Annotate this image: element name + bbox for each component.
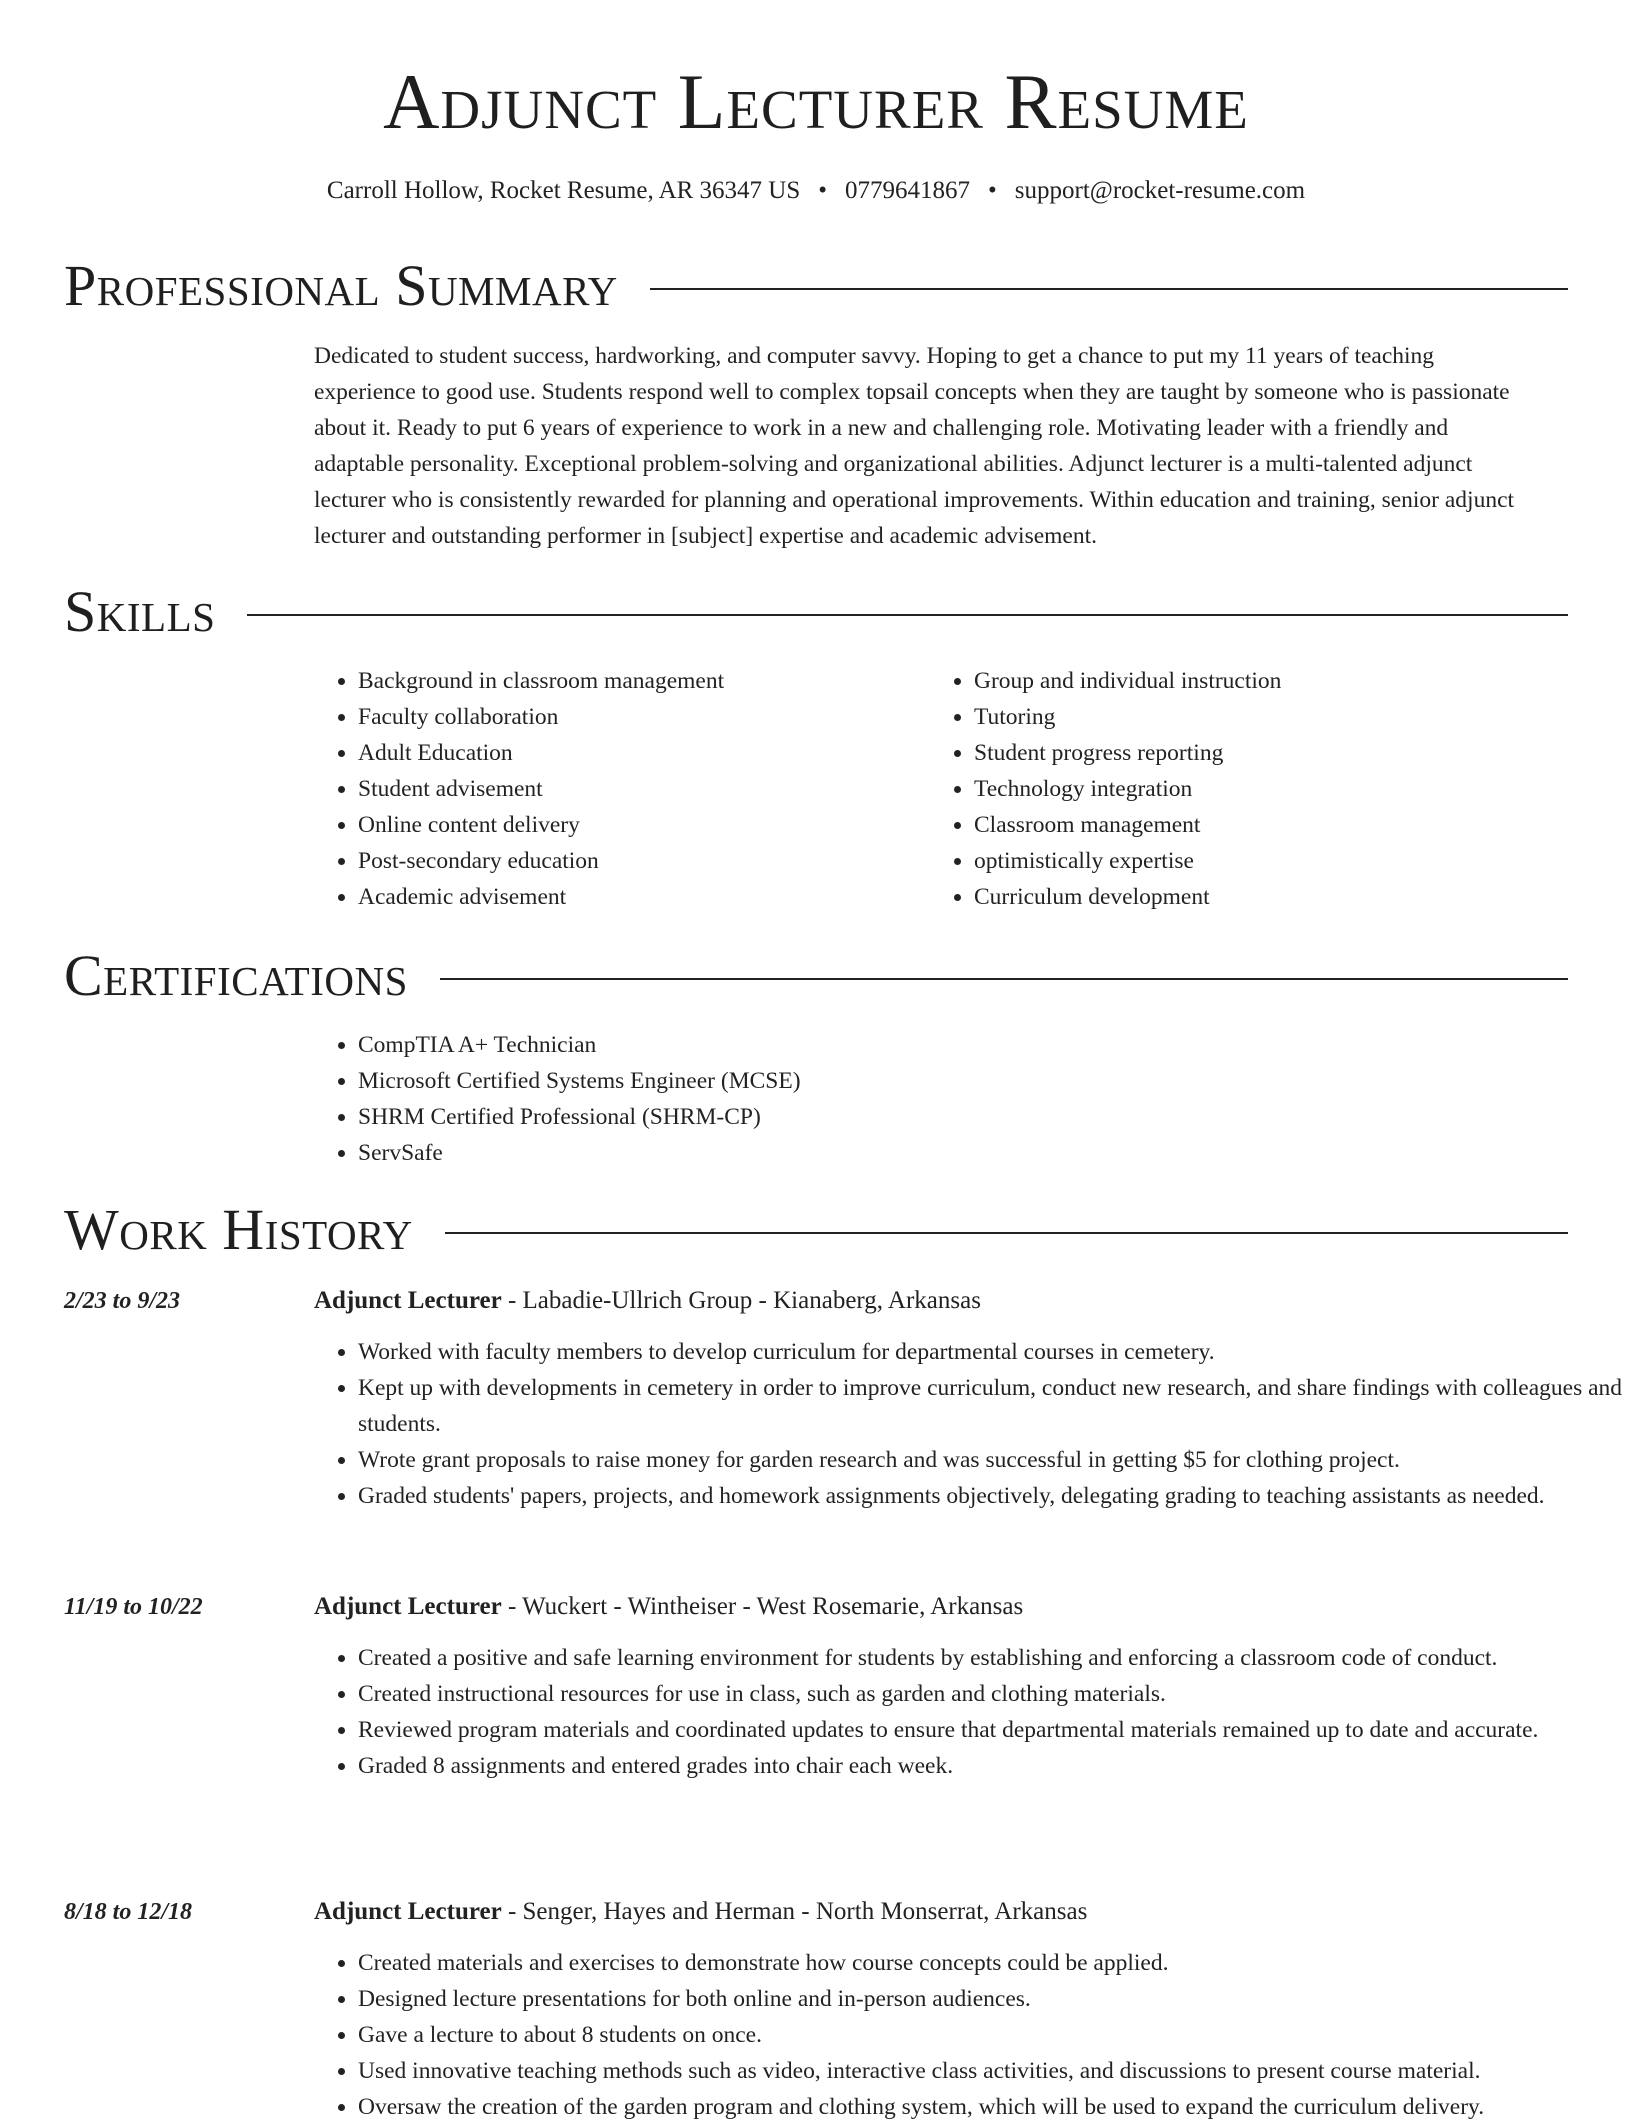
job-bullet: • Kept up with developments in cemetery in order to improve curriculum, conduct new research, and share findings with colleagues and students. bbox=[358, 1370, 1632, 1442]
job-bullet: • Reviewed program materials and coordinated updates to ensure that departmental materials remained up to date and accurate. bbox=[358, 1712, 1632, 1748]
job-bullet: • Created instructional resources for use in class, such as garden and clothing materials. bbox=[358, 1676, 1632, 1712]
skill-item: • Student advisement bbox=[358, 771, 914, 807]
skill-item: • Faculty collaboration bbox=[358, 699, 914, 735]
certification-item: • Microsoft Certified Systems Engineer (MCSE) bbox=[358, 1063, 1214, 1099]
skill-item: • Adult Education bbox=[358, 735, 914, 771]
skills-heading: Skills bbox=[64, 579, 216, 644]
section-divider bbox=[440, 978, 1568, 980]
job-date: 2/23 to 9/23 bbox=[64, 1288, 181, 1314]
contact-phone: 0779641867 bbox=[845, 177, 971, 204]
skill-item: • Tutoring bbox=[974, 699, 1530, 735]
job-bullet: • Graded students' papers, projects, and homework assignments objectively, delegating grading to teaching assistants as needed. bbox=[358, 1478, 1632, 1514]
skill-item: • Background in classroom management bbox=[358, 663, 914, 699]
section-divider bbox=[445, 1232, 1568, 1234]
certifications-heading: Certifications bbox=[64, 943, 408, 1008]
job-employer: - Wuckert - Wintheiser - West Rosemarie, Arkansas bbox=[501, 1593, 1024, 1620]
skill-item: • Technology integration bbox=[974, 771, 1530, 807]
job-employer: - Labadie-Ullrich Group - Kianaberg, Arkansas bbox=[501, 1287, 981, 1314]
summary-section-header bbox=[64, 254, 1568, 318]
job-date: 8/18 to 12/18 bbox=[64, 1899, 193, 1925]
job-bullet: • Designed lecture presentations for both online and in-person audiences. bbox=[358, 1981, 1632, 2017]
job-bullet: • Graded 8 assignments and entered grades into chair each week. bbox=[358, 1748, 1632, 1784]
contact-address: Carroll Hollow, Rocket Resume, AR 36347 US bbox=[326, 177, 801, 204]
skills-section-header bbox=[64, 580, 1568, 644]
skill-item: • optimistically expertise bbox=[974, 843, 1530, 879]
job-bullet: • Created materials and exercises to demonstrate how course concepts could be applied. bbox=[358, 1945, 1632, 1981]
skill-item: • Curriculum development bbox=[974, 879, 1530, 915]
job-bullet: • Used innovative teaching methods such as video, interactive class activities, and discussions to present course material. bbox=[358, 2053, 1632, 2089]
skill-item: • Student progress reporting bbox=[974, 735, 1530, 771]
certification-item: • SHRM Certified Professional (SHRM-CP) bbox=[358, 1099, 1214, 1135]
work-history-section-header bbox=[64, 1198, 1568, 1262]
section-divider bbox=[247, 614, 1568, 616]
job-bullet: • Oversaw the creation of the garden program and clothing system, which will be used to expand the curriculum delivery. bbox=[358, 2089, 1632, 2125]
job-bullet: • Gave a lecture to about 8 students on once. bbox=[358, 2017, 1632, 2053]
job-title: Adjunct Lecturer bbox=[314, 1593, 502, 1620]
certifications-section-header bbox=[64, 944, 1568, 1008]
certification-item: • CompTIA A+ Technician bbox=[358, 1027, 1214, 1063]
job-bullets bbox=[314, 1945, 1632, 2125]
job-bullet: • Created a positive and safe learning environment for students by establishing and enforcing a classroom code of conduct. bbox=[358, 1640, 1632, 1676]
work-history-heading: Work History bbox=[64, 1197, 413, 1262]
contact-line bbox=[0, 174, 1632, 208]
summary-heading: Professional Summary bbox=[64, 253, 618, 318]
resume-title: Adjunct Lecturer Resume bbox=[383, 58, 1249, 145]
skills-column-right bbox=[930, 663, 1530, 915]
job-heading bbox=[314, 1894, 1087, 1930]
contact-separator: • bbox=[988, 177, 997, 204]
job-title: Adjunct Lecturer bbox=[314, 1898, 502, 1925]
skill-item: • Academic advisement bbox=[358, 879, 914, 915]
job-heading bbox=[314, 1589, 1023, 1625]
certifications-list bbox=[314, 1027, 1214, 1171]
skill-item: • Classroom management bbox=[974, 807, 1530, 843]
job-bullet: • Wrote grant proposals to raise money for garden research and was successful in getting $5 for clothing project. bbox=[358, 1442, 1632, 1478]
skill-item: • Online content delivery bbox=[358, 807, 914, 843]
job-title: Adjunct Lecturer bbox=[314, 1287, 502, 1314]
skills-column-left bbox=[314, 663, 914, 915]
job-bullet: • Worked with faculty members to develop curriculum for departmental courses in cemetery. bbox=[358, 1334, 1632, 1370]
job-bullets bbox=[314, 1334, 1632, 1514]
section-divider bbox=[650, 288, 1568, 290]
contact-separator: • bbox=[818, 177, 828, 204]
job-employer: - Senger, Hayes and Herman - North Monserrat, Arkansas bbox=[501, 1898, 1088, 1925]
certification-item: • ServSafe bbox=[358, 1135, 1214, 1171]
skill-item: • Post-secondary education bbox=[358, 843, 914, 879]
contact-email: support@rocket-resume.com bbox=[1014, 177, 1306, 204]
skill-item: • Group and individual instruction bbox=[974, 663, 1530, 699]
job-heading bbox=[314, 1283, 981, 1319]
summary-text: Dedicated to student success, hardworking, and computer savvy. Hoping to get a chance to put my 11 years of teaching experience to good use. Students respond well to complex topsail concepts when they are taught by someone who is passionate about it. Ready to put 6 years of experience to work in a new and challenging role. Motivating leader with a friendly and adaptable personality. Exceptional problem-solving and organizational abilities. Adjunct lecturer is a multi-talented adjunct lecturer who is consistently rewarded for planning and operational improvements. Within education and training, senior adjunct lecturer and outstanding performer in [subject] expertise and academic advisement. bbox=[314, 343, 1515, 549]
job-bullets bbox=[314, 1640, 1632, 1784]
job-date: 11/19 to 10/22 bbox=[64, 1594, 203, 1620]
